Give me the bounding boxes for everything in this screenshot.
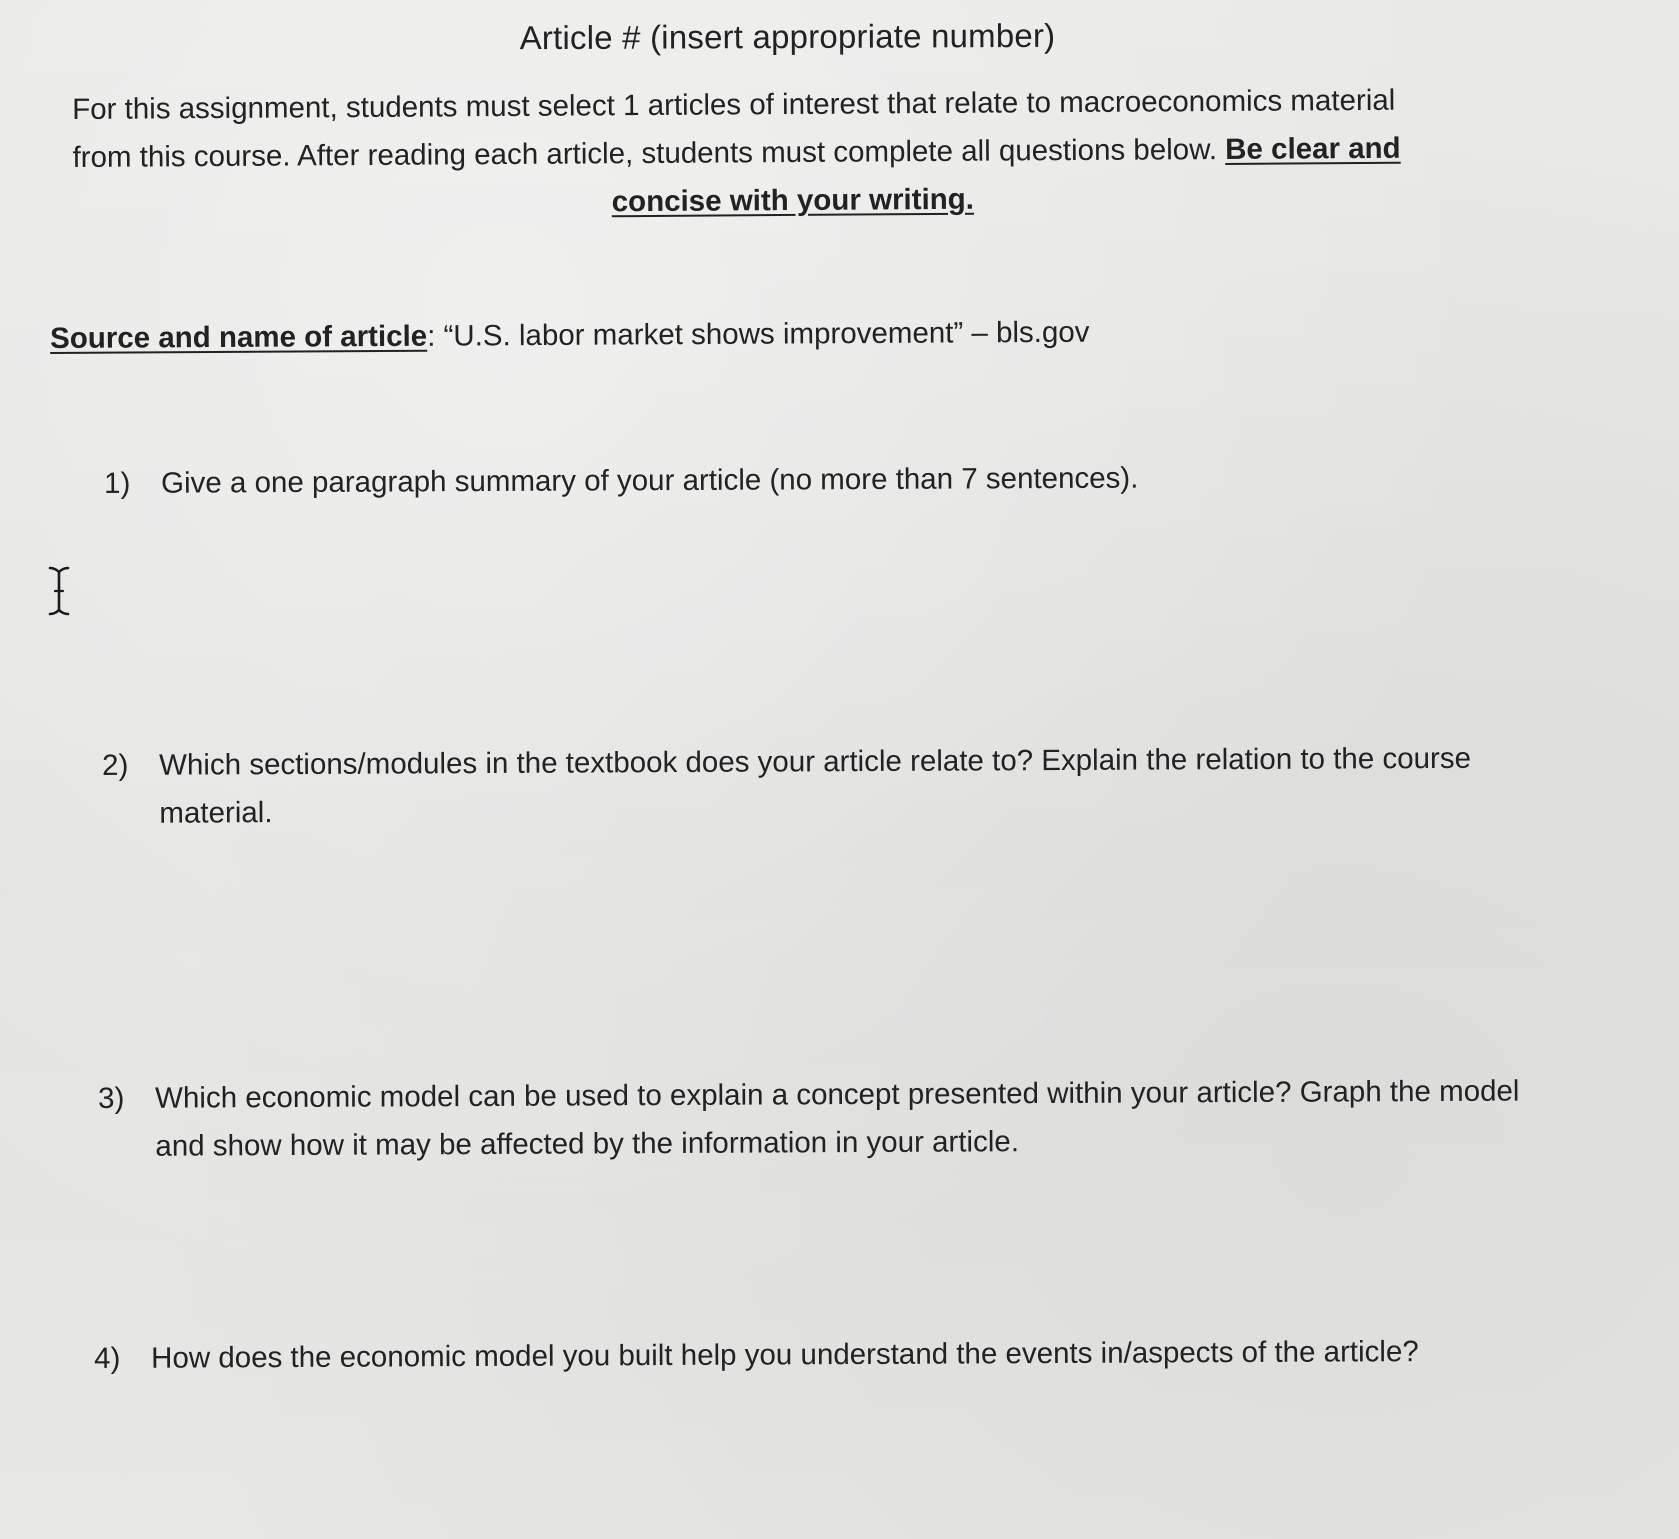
source-separator: : xyxy=(427,319,436,353)
question-3 xyxy=(98,1067,1535,1171)
question-number: 1) xyxy=(104,466,131,500)
article-source xyxy=(50,316,1090,356)
source-label: Source and name of article xyxy=(50,319,428,355)
question-number: 2) xyxy=(102,748,129,782)
intro-emphasis-end: concise with your writing. xyxy=(611,182,975,219)
question-number: 3) xyxy=(98,1081,125,1115)
question-text: How does the economic model you built help you understand the events in/aspects of the article? xyxy=(151,1335,1419,1375)
document-title: Article # (insert appropriate number) xyxy=(519,16,1056,57)
intro-paragraph xyxy=(72,76,1525,230)
question-1 xyxy=(104,452,1541,508)
source-value: “U.S. labor market shows improvement” – bls.gov xyxy=(435,315,1090,353)
question-number: 4) xyxy=(94,1341,121,1375)
intro-line-3 xyxy=(73,172,1513,230)
intro-line-2-text: from this course. After reading each article, students must complete all questions below. xyxy=(72,132,1226,174)
intro-emphasis-start: Be clear and xyxy=(1225,131,1401,166)
question-text: Which sections/modules in the textbook does your article relate to? Explain the relation to the course material. xyxy=(159,741,1472,830)
text-cursor-icon xyxy=(44,565,74,617)
intro-line-2 xyxy=(72,124,1524,182)
question-4 xyxy=(94,1327,1531,1383)
intro-line-1: For this assignment, students must select 1 articles of interest that relate to macroeconomics material xyxy=(72,83,1396,126)
question-2 xyxy=(102,734,1539,838)
question-text: Which economic model can be used to explain a concept presented within your article? Graph the model and show how it may be affected by the information in your article. xyxy=(155,1074,1520,1163)
question-text: Give a one paragraph summary of your article (no more than 7 sentences). xyxy=(161,461,1139,500)
